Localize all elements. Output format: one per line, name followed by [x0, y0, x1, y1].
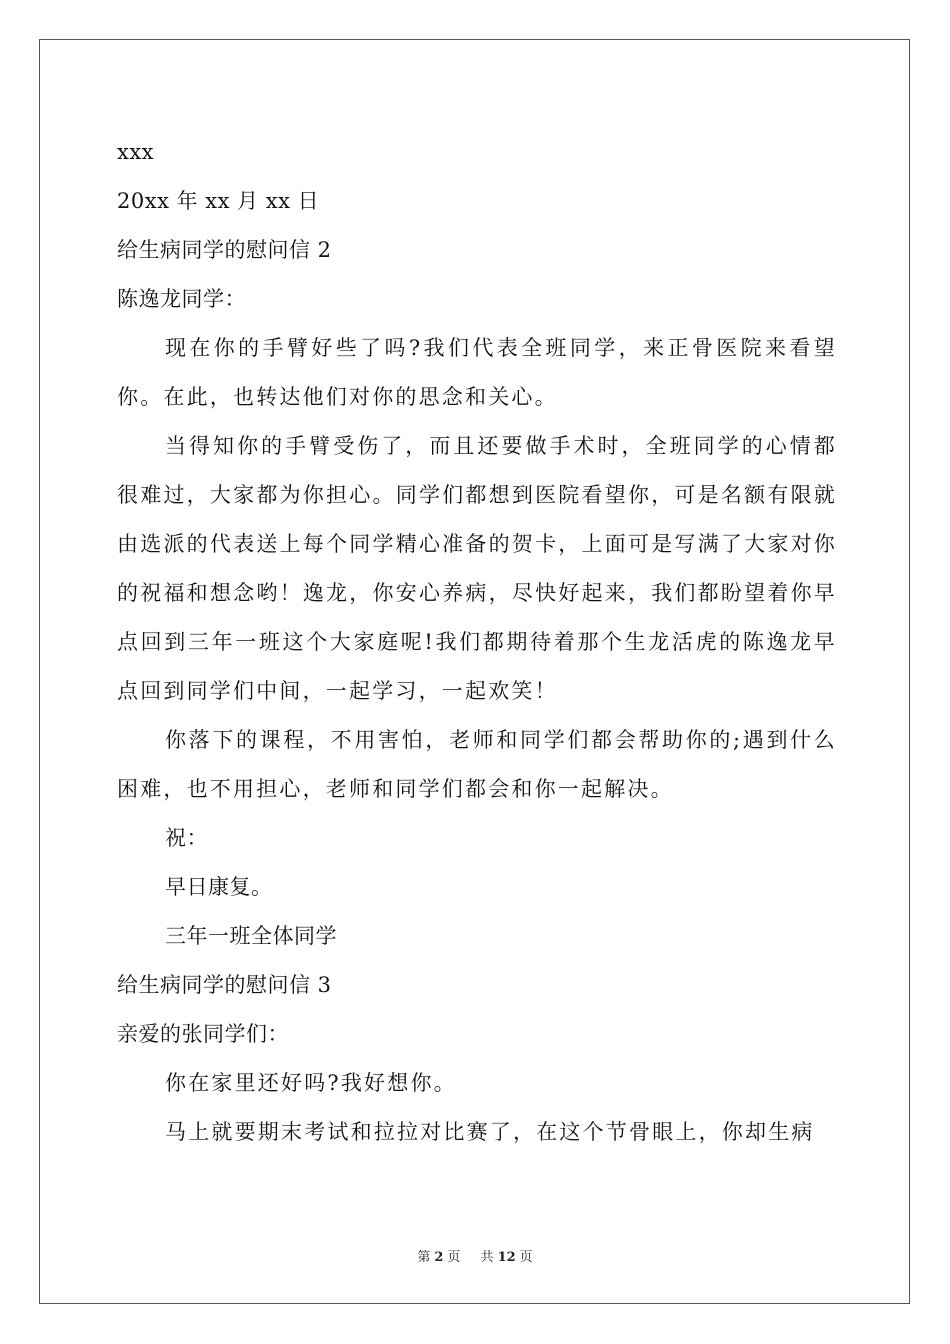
document-body [117, 128, 837, 1157]
page-prefix: 第 [417, 1250, 431, 1265]
letter3-salutation: 亲爱的张同学们： [117, 1022, 289, 1046]
signature-date: 20xx 年 xx 月 xx 日 [117, 189, 320, 213]
letter2-wish: 祝： [165, 826, 208, 850]
letter3-paragraph-1: 你在家里还好吗?我好想你。 [165, 1071, 457, 1095]
total-prefix: 共 [480, 1250, 494, 1265]
letter3-title: 给生病同学的慰问信 3 [117, 973, 332, 997]
letter2-paragraph-1: 现在你的手臂好些了吗?我们代表全班同学，来正骨医院来看望你。在此，也转达他们对你的思念和关心。 [117, 336, 837, 409]
total-suffix: 页 [519, 1250, 533, 1265]
letter2-paragraph-2: 当得知你的手臂受伤了，而且还要做手术时，全班同学的心情都很难过，大家都为你担心。同学们都想到医院看望你，可是名额有限就由选派的代表送上每个同学精心准备的贺卡，上面可是写满了大家对你的祝福和想念哟！逸龙，你安心养病，尽快好起来，我们都盼望着你早点回到三年一班这个大家庭呢!我们都期待着那个生龙活虎的陈逸龙早点回到同学们中间，一起学习，一起欢笑！ [117, 434, 837, 703]
letter3-paragraph-2: 马上就要期末考试和拉拉对比赛了，在这个节骨眼上，你却生病 [165, 1120, 815, 1144]
letter2-wish-content: 早日康复。 [165, 875, 273, 899]
letter2-salutation: 陈逸龙同学： [117, 287, 246, 311]
signature-name: xxx [117, 140, 155, 164]
page-footer [0, 1246, 950, 1265]
letter2-signature: 三年一班全体同学 [165, 924, 337, 948]
letter2-paragraph-3: 你落下的课程，不用害怕，老师和同学们都会帮助你的;遇到什么困难，也不用担心，老师和同学们都会和你一起解决。 [117, 728, 837, 801]
page-indicator [413, 1250, 464, 1265]
total-pages: 12 [497, 1250, 516, 1265]
page-suffix: 页 [447, 1250, 461, 1265]
total-indicator [477, 1250, 537, 1265]
page-number: 2 [434, 1250, 444, 1265]
letter2-title: 给生病同学的慰问信 2 [117, 238, 332, 262]
